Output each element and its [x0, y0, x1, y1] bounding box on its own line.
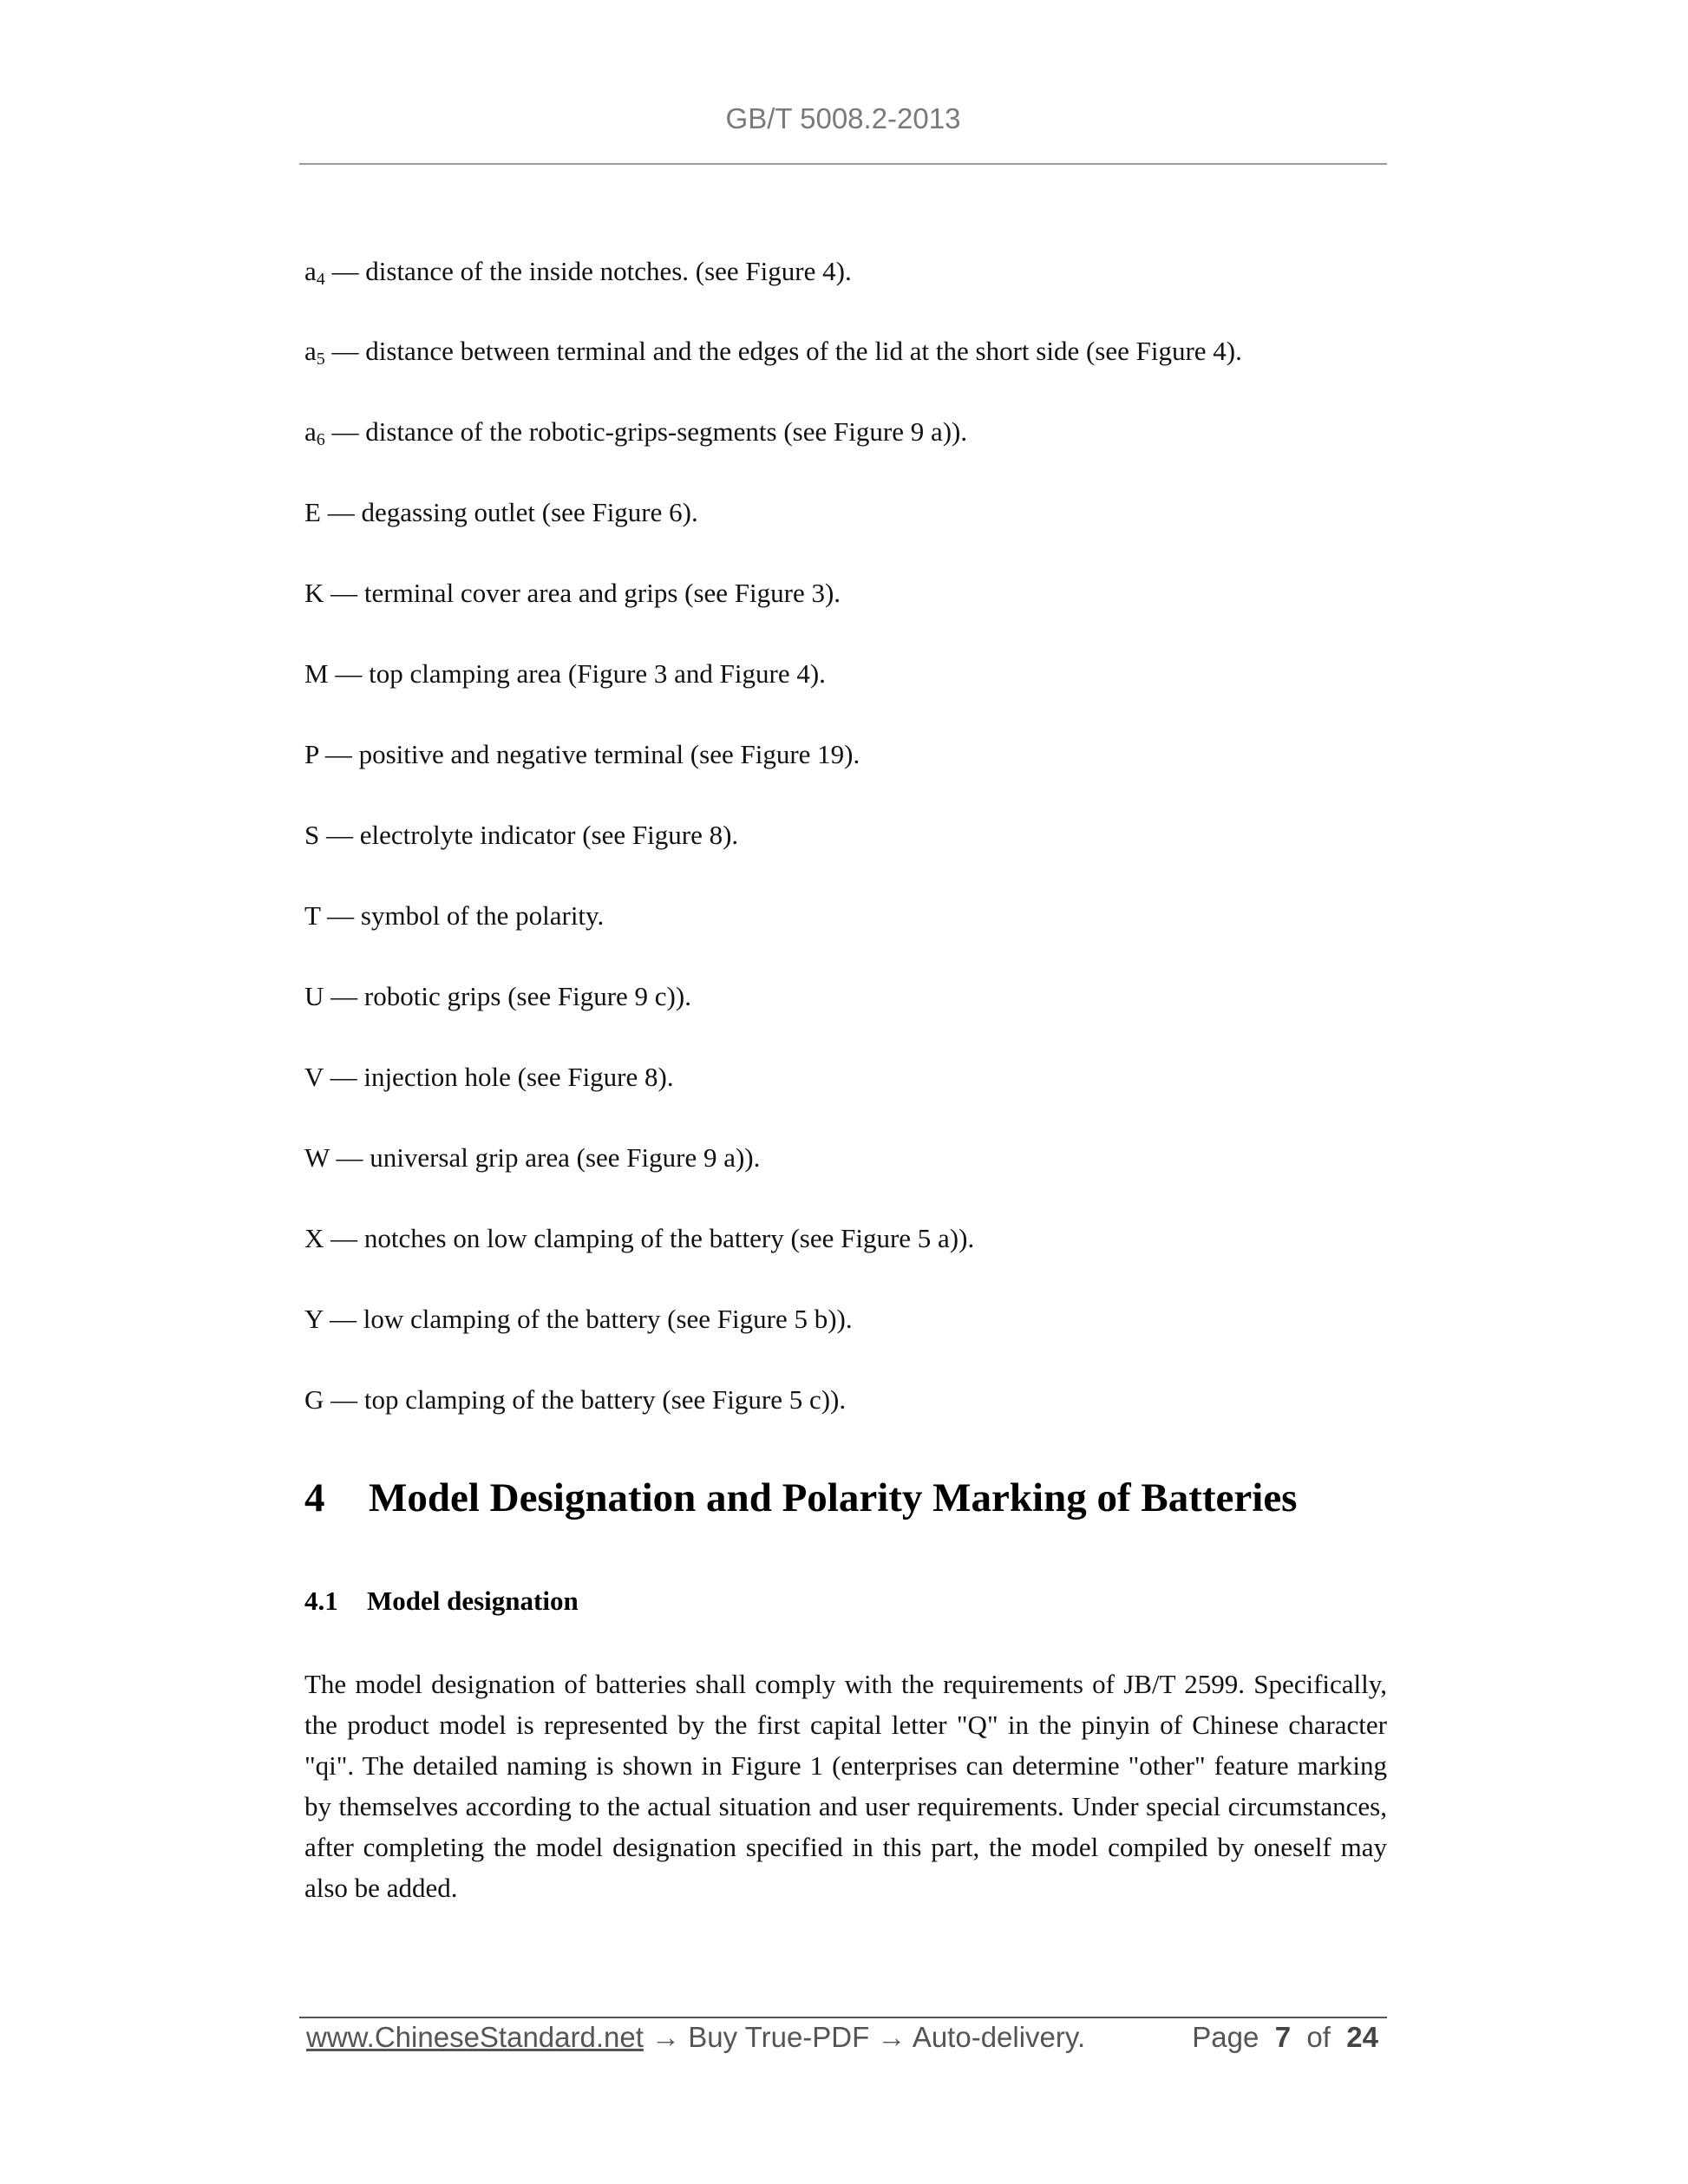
- section-heading: [304, 1475, 1389, 1521]
- section-title: Model Designation and Polarity Marking of Batteries: [369, 1475, 1298, 1520]
- definition-y: Y — low clamping of the battery (see Figure 5 b)).: [304, 1304, 853, 1334]
- footer-divider: [299, 2017, 1387, 2018]
- website-link[interactable]: www.ChineseStandard.net: [306, 2021, 644, 2053]
- definition-e: E — degassing outlet (see Figure 6).: [304, 497, 698, 527]
- definition-w: W — universal grip area (see Figure 9 a)).: [304, 1142, 761, 1173]
- page-number: Page 7 of 24: [1192, 2021, 1378, 2053]
- definition-u: U — robotic grips (see Figure 9 c)).: [304, 981, 691, 1011]
- definition-a6: $a_6$ — distance of the robotic-grips-segments (see Figure 9 a)).: [304, 416, 968, 449]
- subsection-number: 4.1: [304, 1586, 338, 1616]
- footer-promo: [306, 2021, 1085, 2054]
- section-number: 4: [304, 1475, 325, 1520]
- definition-a5: $a_5$ — distance between terminal and the edges of the lid at the short side (see Figure 4).: [304, 336, 1242, 369]
- definition-g: G — top clamping of the battery (see Figure 5 c)).: [304, 1384, 847, 1415]
- definition-s: S — electrolyte indicator (see Figure 8).: [304, 820, 739, 850]
- definition-k: K — terminal cover area and grips (see Figure 3).: [304, 578, 841, 608]
- definition-m: M — top clamping area (Figure 3 and Figure 4).: [304, 658, 826, 689]
- definition-x: X — notches on low clamping of the battery (see Figure 5 a)).: [304, 1223, 975, 1253]
- document-header: GB/T 5008.2-2013: [725, 102, 961, 134]
- subsection-title: Model designation: [367, 1586, 579, 1616]
- header-divider: [299, 163, 1387, 165]
- body-paragraph: The model designation of batteries shall comply with the requirements of JB/T 2599. Specifically, the product model is represented by the first capital letter "Q" in the pinyin of Chinese character "qi". The detailed naming is shown in Figure 1 (enterprises can determine "other" feature marking by themselves according to the actual situation and user requirements. Under special circumstances, after completing the model designation specified in this part, the model compiled by oneself may also be added.: [304, 1669, 1387, 1903]
- subsection-heading: [304, 1586, 1389, 1617]
- page-footer: [306, 2021, 1387, 2059]
- definition-p: P — positive and negative terminal (see Figure 19).: [304, 739, 860, 769]
- definition-t: T — symbol of the polarity.: [304, 900, 605, 931]
- definition-v: V — injection hole (see Figure 8).: [304, 1062, 674, 1092]
- footer-promo-text: → Buy True-PDF → Auto-delivery.: [643, 2021, 1086, 2053]
- definition-a4: $a_4$ — distance of the inside notches. (see Figure 4).: [304, 256, 852, 289]
